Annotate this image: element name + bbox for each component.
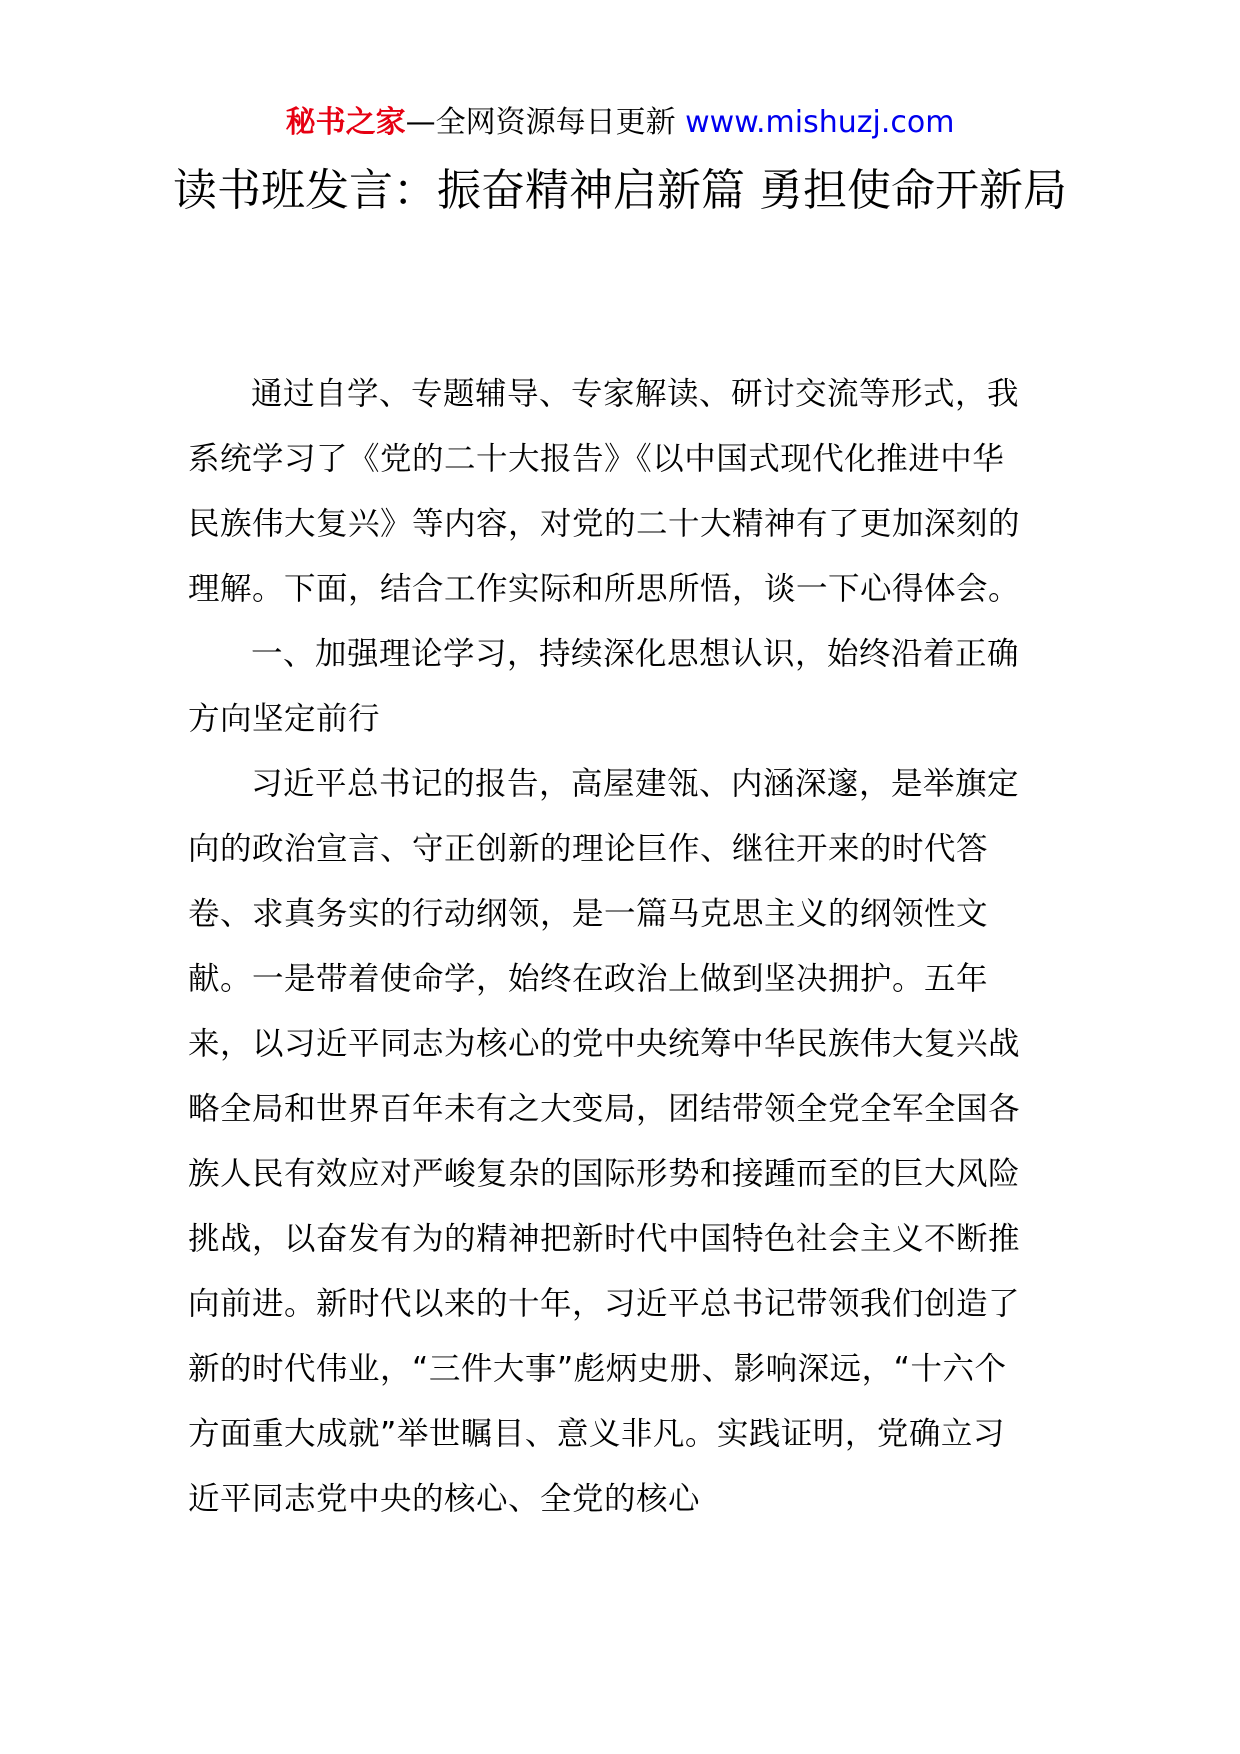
header-tagline: —全网资源每日更新 [405, 105, 686, 140]
document-title: 读书班发言：振奋精神启新篇 勇担使命开新局 [173, 165, 1067, 216]
section-heading-1: 一、加强理论学习，持续深化思想认识，始终沿着正确方向坚定前行 [188, 636, 1020, 737]
site-header [0, 101, 1240, 145]
paragraph-section-1: 习近平总书记的报告，高屋建瓴、内涵深邃，是举旗定向的政治宣言、守正创新的理论巨作、继往开来的时代答卷、求真务实的行动纲领，是一篇马克思主义的纲领性文献。一是带着使命学，始终在政治上做到坚决拥护。五年来，以习近平同志为核心的党中央统筹中华民族伟大复兴战略全局和世界百年未有之大变局，团结带领全党全军全国各族人民有效应对严峻复杂的国际形势和接踵而至的巨大风险挑战，以奋发有为的精神把新时代中国特色社会主义不断推向前进。新时代以来的十年，习近平总书记带领我们创造了新的时代伟业，“三件大事”彪炳史册、影响深远，“十六个方面重大成就”举世瞩目、意义非凡。实践证明，党确立习近平同志党中央的核心、全党的核心 [188, 766, 1021, 1517]
document-body [188, 362, 1028, 1532]
site-url-link[interactable]: www.mishuzj.com [685, 105, 955, 140]
brand-name: 秘书之家 [285, 105, 406, 140]
paragraph-intro: 通过自学、专题辅导、专家解读、研讨交流等形式，我系统学习了《党的二十大报告》《以中国式现代化推进中华民族伟大复兴》等内容，对党的二十大精神有了更加深刻的理解。下面，结合工作实际和所思所悟，谈一下心得体会。 [188, 376, 1021, 607]
